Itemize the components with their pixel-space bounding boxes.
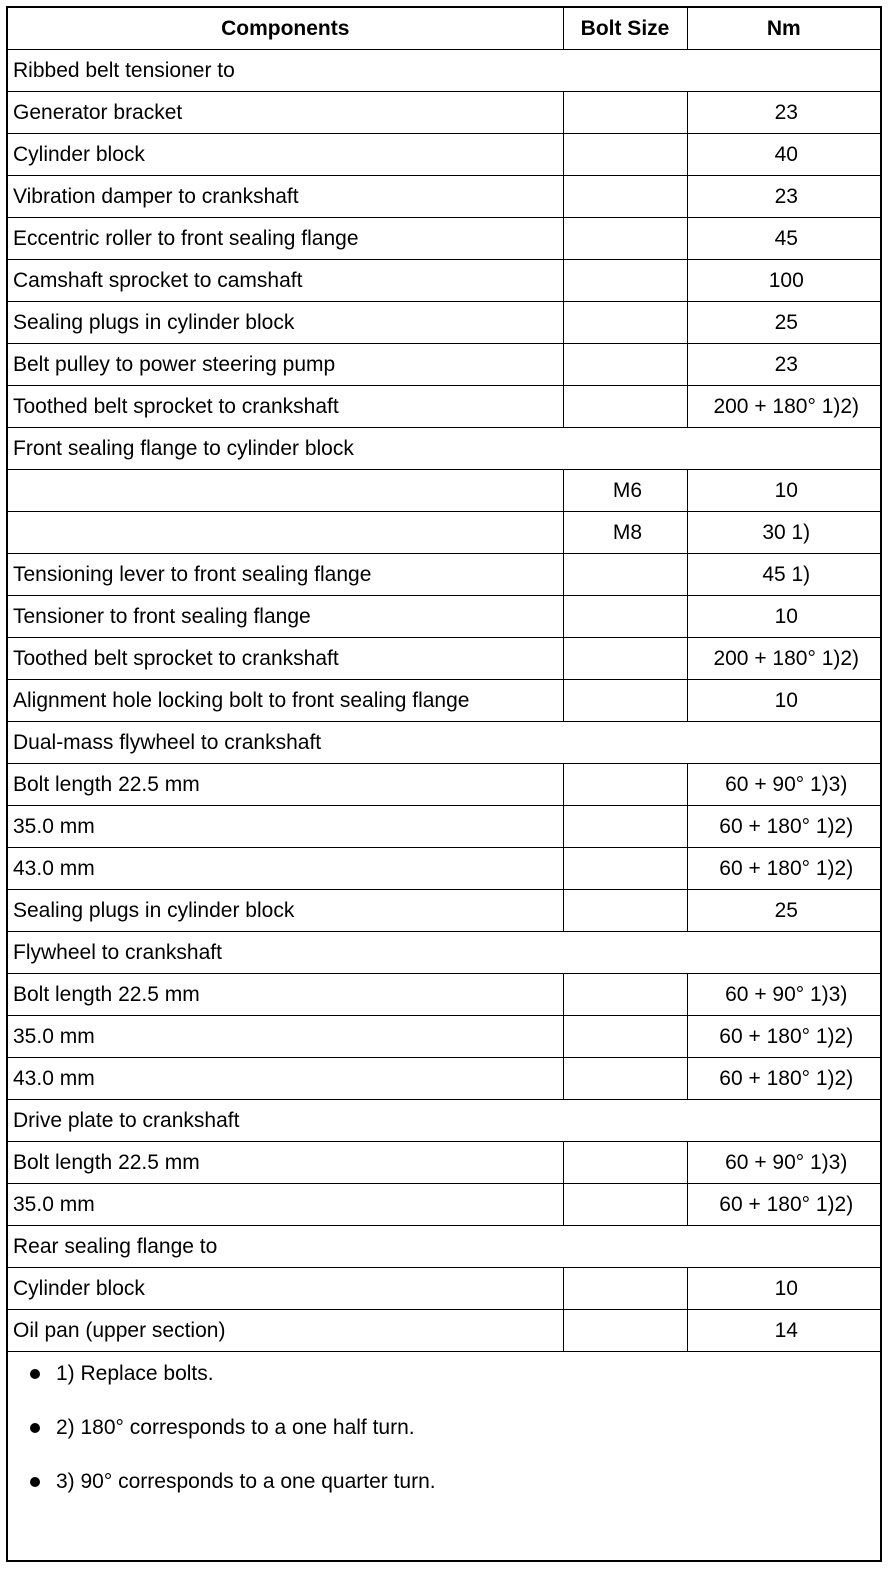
torque-value-cell: 60 + 180° 1)2) — [687, 1016, 880, 1058]
components-column-header: Components — [8, 8, 563, 50]
section-heading-row — [8, 932, 880, 974]
bolt-size-cell — [563, 1058, 687, 1100]
table-row — [8, 134, 880, 176]
footnote-text: 2) 180° corresponds to a one half turn. — [56, 1416, 415, 1439]
torque-value-cell: 10 — [687, 1268, 880, 1310]
section-heading-row — [8, 1100, 880, 1142]
section-heading: Flywheel to crankshaft — [8, 932, 880, 974]
table-row — [8, 1016, 880, 1058]
component-cell: 43.0 mm — [8, 848, 563, 890]
bolt-size-cell — [563, 890, 687, 932]
component-cell: Bolt length 22.5 mm — [8, 974, 563, 1016]
bolt-size-cell — [563, 596, 687, 638]
table-row — [8, 1142, 880, 1184]
torque-value-cell: 60 + 90° 1)3) — [687, 1142, 880, 1184]
table-row — [8, 470, 880, 512]
section-heading: Rear sealing flange to — [8, 1226, 880, 1268]
section-heading: Ribbed belt tensioner to — [8, 50, 880, 92]
torque-value-cell: 45 — [687, 218, 880, 260]
component-cell: Oil pan (upper section) — [8, 1310, 563, 1352]
section-heading: Dual-mass flywheel to crankshaft — [8, 722, 880, 764]
component-cell: Camshaft sprocket to camshaft — [8, 260, 563, 302]
table-row — [8, 848, 880, 890]
bolt-size-cell — [563, 218, 687, 260]
torque-value-cell: 10 — [687, 596, 880, 638]
component-cell: Generator bracket — [8, 92, 563, 134]
bolt-size-cell — [563, 1268, 687, 1310]
torque-value-cell: 60 + 90° 1)3) — [687, 764, 880, 806]
table-row — [8, 554, 880, 596]
component-cell: 35.0 mm — [8, 1184, 563, 1226]
bolt-size-cell — [563, 260, 687, 302]
bolt-size-cell — [563, 134, 687, 176]
torque-value-cell: 60 + 180° 1)2) — [687, 806, 880, 848]
bullet-icon — [30, 1477, 40, 1487]
table-row — [8, 176, 880, 218]
component-cell: 43.0 mm — [8, 1058, 563, 1100]
component-cell: Vibration damper to crankshaft — [8, 176, 563, 218]
nm-column-header: Nm — [687, 8, 880, 50]
bolt-size-cell — [563, 1310, 687, 1352]
bolt-size-cell — [563, 344, 687, 386]
torque-value-cell: 45 1) — [687, 554, 880, 596]
torque-value-cell: 14 — [687, 1310, 880, 1352]
bullet-icon — [30, 1369, 40, 1379]
torque-table — [8, 8, 880, 1352]
bolt-size-cell — [563, 554, 687, 596]
bolt-size-cell — [563, 638, 687, 680]
component-cell: Tensioning lever to front sealing flange — [8, 554, 563, 596]
bolt-size-cell — [563, 176, 687, 218]
component-cell: Toothed belt sprocket to crankshaft — [8, 638, 563, 680]
table-row — [8, 386, 880, 428]
table-row — [8, 806, 880, 848]
footnote-text: 3) 90° corresponds to a one quarter turn. — [56, 1470, 436, 1493]
component-cell: Sealing plugs in cylinder block — [8, 302, 563, 344]
bolt-size-cell — [563, 92, 687, 134]
table-row — [8, 1310, 880, 1352]
bolt-size-cell — [563, 806, 687, 848]
torque-value-cell: 25 — [687, 302, 880, 344]
component-cell: Sealing plugs in cylinder block — [8, 890, 563, 932]
torque-value-cell: 60 + 180° 1)2) — [687, 1058, 880, 1100]
torque-value-cell: 23 — [687, 344, 880, 386]
torque-spec-sheet — [6, 6, 882, 1562]
table-row — [8, 260, 880, 302]
component-cell: Bolt length 22.5 mm — [8, 764, 563, 806]
torque-value-cell: 100 — [687, 260, 880, 302]
torque-value-cell: 60 + 180° 1)2) — [687, 1184, 880, 1226]
bolt-size-cell — [563, 1184, 687, 1226]
table-row — [8, 344, 880, 386]
component-cell: Bolt length 22.5 mm — [8, 1142, 563, 1184]
footnote-item — [30, 1464, 880, 1518]
component-cell: 35.0 mm — [8, 1016, 563, 1058]
component-cell: Cylinder block — [8, 134, 563, 176]
bullet-icon — [30, 1423, 40, 1433]
torque-value-cell: 30 1) — [687, 512, 880, 554]
torque-value-cell: 60 + 90° 1)3) — [687, 974, 880, 1016]
table-row — [8, 92, 880, 134]
bolt-size-cell — [563, 302, 687, 344]
table-row — [8, 680, 880, 722]
torque-value-cell: 23 — [687, 176, 880, 218]
torque-value-cell: 10 — [687, 470, 880, 512]
component-cell: 35.0 mm — [8, 806, 563, 848]
bolt-size-cell — [563, 680, 687, 722]
component-cell — [8, 470, 563, 512]
component-cell: Belt pulley to power steering pump — [8, 344, 563, 386]
section-heading: Drive plate to crankshaft — [8, 1100, 880, 1142]
table-row — [8, 596, 880, 638]
table-body — [8, 50, 880, 1352]
torque-value-cell: 60 + 180° 1)2) — [687, 848, 880, 890]
bolt-size-cell — [563, 974, 687, 1016]
section-heading-row — [8, 428, 880, 470]
table-row — [8, 974, 880, 1016]
component-cell — [8, 512, 563, 554]
bolt-size-column-header: Bolt Size — [563, 8, 687, 50]
component-cell: Cylinder block — [8, 1268, 563, 1310]
table-row — [8, 890, 880, 932]
table-row — [8, 764, 880, 806]
bolt-size-cell — [563, 764, 687, 806]
section-heading-row — [8, 1226, 880, 1268]
bolt-size-cell — [563, 1142, 687, 1184]
bolt-size-cell — [563, 386, 687, 428]
table-row — [8, 302, 880, 344]
footnote-item — [30, 1356, 880, 1410]
section-heading-row — [8, 50, 880, 92]
table-row — [8, 1184, 880, 1226]
component-cell: Toothed belt sprocket to crankshaft — [8, 386, 563, 428]
bolt-size-cell: M8 — [563, 512, 687, 554]
torque-value-cell: 200 + 180° 1)2) — [687, 638, 880, 680]
table-row — [8, 512, 880, 554]
torque-value-cell: 25 — [687, 890, 880, 932]
component-cell: Tensioner to front sealing flange — [8, 596, 563, 638]
table-header-row — [8, 8, 880, 50]
bolt-size-cell — [563, 1016, 687, 1058]
footnote-text: 1) Replace bolts. — [56, 1362, 214, 1385]
bolt-size-cell — [563, 848, 687, 890]
footnote-item — [30, 1410, 880, 1464]
component-cell: Alignment hole locking bolt to front sealing flange — [8, 680, 563, 722]
table-row — [8, 638, 880, 680]
table-row — [8, 218, 880, 260]
table-row — [8, 1268, 880, 1310]
torque-value-cell: 200 + 180° 1)2) — [687, 386, 880, 428]
section-heading: Front sealing flange to cylinder block — [8, 428, 880, 470]
footnotes-list — [8, 1352, 880, 1518]
torque-value-cell: 10 — [687, 680, 880, 722]
bolt-size-cell: M6 — [563, 470, 687, 512]
torque-value-cell: 40 — [687, 134, 880, 176]
table-row — [8, 1058, 880, 1100]
section-heading-row — [8, 722, 880, 764]
component-cell: Eccentric roller to front sealing flange — [8, 218, 563, 260]
torque-value-cell: 23 — [687, 92, 880, 134]
